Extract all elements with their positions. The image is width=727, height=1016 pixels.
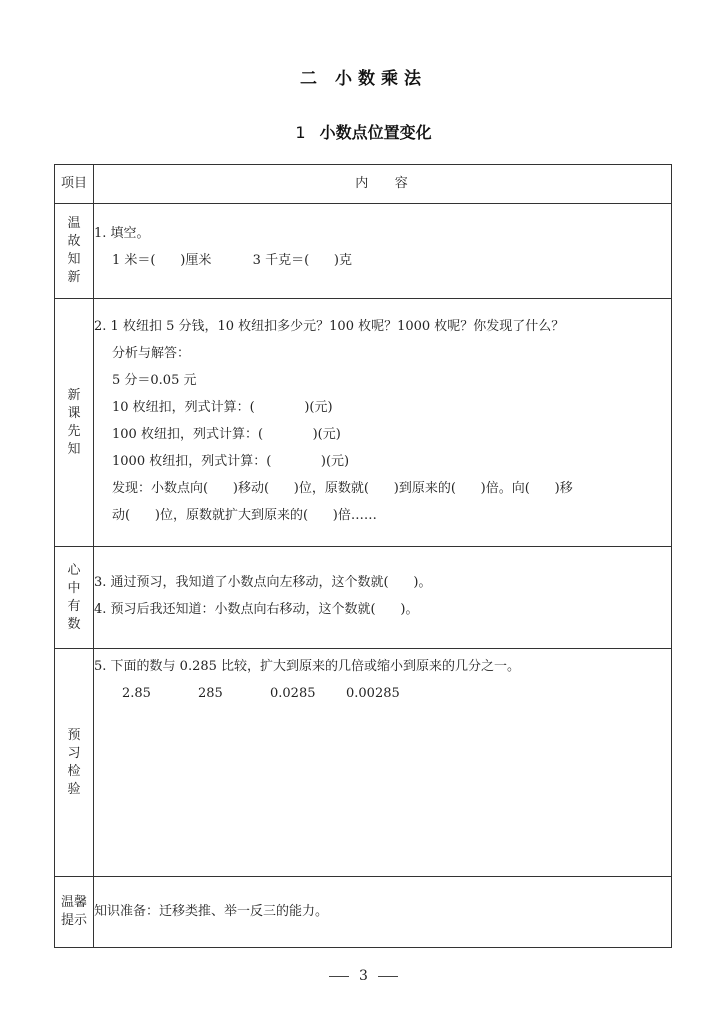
discovery-line-1: 发现：小数点向( )移动( )位，原数就( )到原来的( )倍。向( )移 xyxy=(112,481,573,496)
page-number-text: 3 xyxy=(359,968,368,984)
header-content-label: 内 容 xyxy=(355,176,410,191)
analysis-label: 分析与解答： xyxy=(112,346,191,361)
question-3: 3. 通过预习，我知道了小数点向左移动，这个数就( )。 xyxy=(94,575,432,590)
dash-left xyxy=(329,976,349,977)
row-label-in-mind xyxy=(55,547,94,649)
calc-1000-line: 1000 枚纽扣，列式计算：( )(元) xyxy=(112,454,350,469)
row-new-lesson xyxy=(55,299,672,547)
conversion-line: 5 分＝0.05 元 xyxy=(112,373,197,388)
number-item: 0.0285 xyxy=(270,686,316,701)
lesson-title-text: 小数点位置变化 xyxy=(319,123,432,142)
row-label-text: 心中有数 xyxy=(67,562,81,632)
header-item-cell xyxy=(55,165,94,204)
calc-100-line: 100 枚纽扣，列式计算：( )(元) xyxy=(112,427,341,442)
row-label-preview-check xyxy=(55,649,94,877)
row-tips xyxy=(55,877,672,948)
question-4: 4. 预习后我还知道：小数点向右移动，这个数就( )。 xyxy=(94,602,419,617)
tip-text: 知识准备：迁移类推、举一反三的能力。 xyxy=(94,904,329,919)
row-label-text: 新课先知 xyxy=(67,387,81,457)
question-2-title: 2. 1 枚纽扣 5 分钱，10 枚纽扣多少元？100 枚呢？1000 枚呢？你发现了什么？ xyxy=(94,319,565,334)
question-1-title: 1. 填空。 xyxy=(94,226,150,241)
number-item: 285 xyxy=(198,686,223,701)
row-content-review xyxy=(94,204,672,299)
row-content-new-lesson xyxy=(94,299,672,547)
row-in-mind xyxy=(55,547,672,649)
question-5: 5. 下面的数与 0.285 比较，扩大到原来的几倍或缩小到原来的几分之一。 xyxy=(94,659,521,674)
dash-right xyxy=(378,976,398,977)
row-label-text: 预习检验 xyxy=(67,727,81,797)
row-label-text: 温故知新 xyxy=(67,216,81,285)
row-label-text: 温馨提示 xyxy=(60,895,87,928)
number-item: 2.85 xyxy=(122,686,151,701)
calc-10-line: 10 枚纽扣，列式计算：( )(元) xyxy=(112,400,333,415)
row-label-review xyxy=(55,204,94,299)
header-item-label: 项目 xyxy=(60,176,87,191)
row-content-tips xyxy=(94,877,672,948)
table-header-row xyxy=(55,165,672,204)
question-1-blanks: 1 米＝( )厘米 3 千克＝( )克 xyxy=(112,253,353,268)
chapter-title: 二 小数乘法 xyxy=(300,69,427,89)
header-content-cell xyxy=(94,165,672,204)
lesson-number: 1 xyxy=(295,123,306,142)
lesson-table xyxy=(54,164,672,948)
number-list xyxy=(94,680,671,707)
number-item: 0.00285 xyxy=(346,686,400,701)
lesson-title xyxy=(0,120,727,143)
row-content-preview-check xyxy=(94,649,672,877)
row-review xyxy=(55,204,672,299)
discovery-line-2: 动( )位，原数就扩大到原来的( )倍…… xyxy=(112,508,377,523)
row-label-new-lesson xyxy=(55,299,94,547)
page-number xyxy=(0,968,727,984)
row-content-in-mind xyxy=(94,547,672,649)
row-label-tips xyxy=(55,877,94,948)
row-preview-check xyxy=(55,649,672,877)
